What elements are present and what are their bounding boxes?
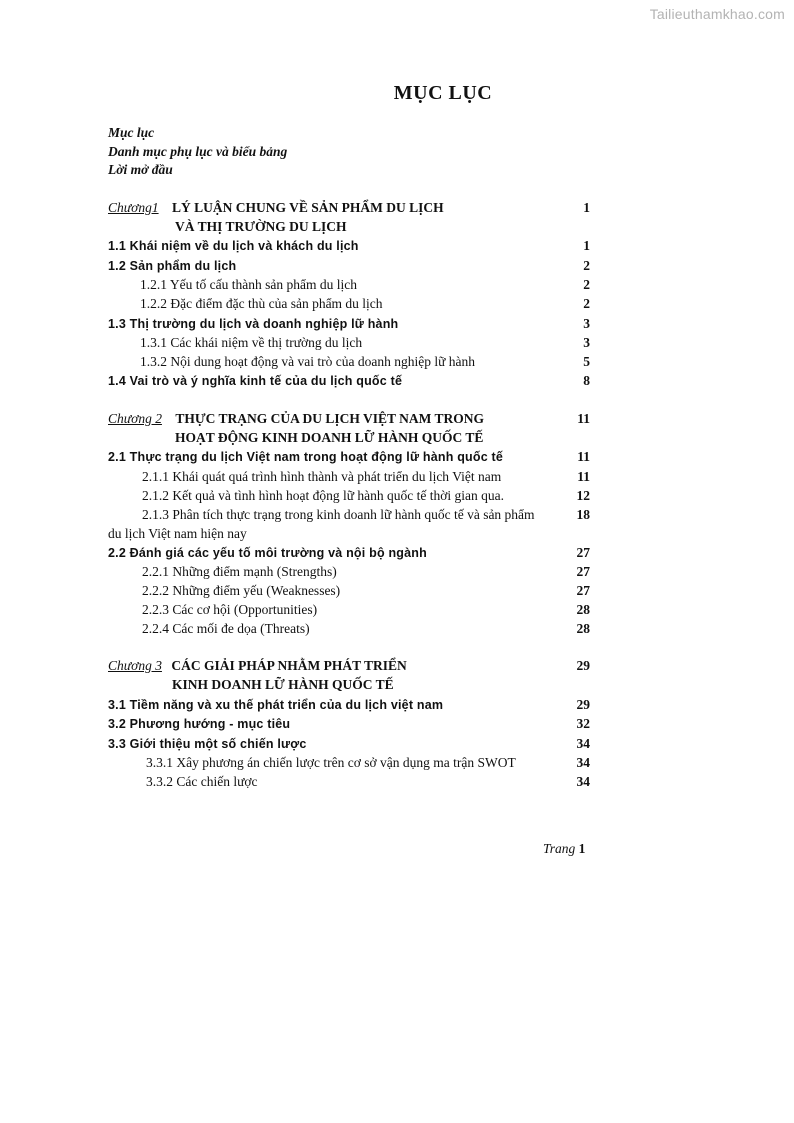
chapter-title-line2: KINH DOANH LỮ HÀNH QUỐC TẾ (172, 677, 394, 692)
toc-entry: 1.4 Vai trò và ý nghĩa kinh tế của du lịch quốc tế 8 (108, 373, 590, 388)
footer-page-number: 1 (578, 841, 586, 856)
chapter-label: Chương 2 (108, 411, 162, 426)
footer-label: Trang (543, 841, 576, 856)
toc-entry: 1.3 Thị trường du lịch và doanh nghiệp lữ hành 3 (108, 316, 590, 331)
toc-entry: 2.1 Thực trạng du lịch Việt nam trong hoạt động lữ hành quốc tế 11 (108, 449, 590, 464)
chapter-heading (108, 198, 598, 217)
front-matter-item: Danh mục phụ lục và biểu bảng (108, 143, 288, 159)
toc-entry: 1.2.1 Yếu tố cấu thành sản phẩm du lịch 2 (140, 277, 590, 292)
toc-entry: 2.2 Đánh giá các yếu tố môi trường và nội bộ ngành 27 (108, 545, 590, 560)
toc-entry-continued: du lịch Việt nam hiện nay (108, 526, 247, 541)
toc-entry: 2.2.4 Các mối đe dọa (Threats) 28 (142, 621, 590, 636)
chapter-label: Chương1 (108, 200, 159, 215)
toc-entry: 2.1.1 Khái quát quá trình hình thành và phát triển du lịch Việt nam 11 (142, 469, 590, 484)
chapter-title-line2: VÀ THỊ TRƯỜNG DU LỊCH (175, 219, 347, 234)
toc-entry: 2.1.3 Phân tích thực trạng trong kinh doanh lữ hành quốc tế và sản phẩm 18 (142, 507, 590, 522)
toc-entry: 3.2 Phương hướng - mục tiêu 32 (108, 716, 590, 731)
watermark: Tailieuthamkhao.com (649, 6, 785, 22)
toc-entry: 1.1 Khái niệm về du lịch và khách du lịch 1 (108, 238, 590, 253)
toc-entry: 3.3 Giới thiệu một số chiến lược 34 (108, 736, 590, 751)
chapter-title: THỰC TRẠNG CỦA DU LỊCH VIỆT NAM TRONG (175, 411, 484, 426)
chapter-title: LÝ LUẬN CHUNG VỀ SẢN PHẨM DU LỊCH (171, 200, 444, 215)
page-number: 1 (583, 200, 590, 215)
front-matter-item: Mục lục (108, 125, 155, 140)
toc-entry: 2.2.1 Những điểm mạnh (Strengths) 27 (142, 564, 590, 579)
toc-entry: 2.2.3 Các cơ hội (Opportunities) 28 (142, 602, 590, 617)
page-number: 11 (577, 411, 590, 426)
toc-entry: 3.3.2 Các chiến lược 34 (146, 774, 590, 789)
chapter-heading (108, 656, 598, 675)
toc-entry: 1.3.2 Nội dung hoạt động và vai trò của doanh nghiệp lữ hành 5 (140, 354, 590, 369)
toc-entry: 2.2.2 Những điểm yếu (Weaknesses) 27 (142, 583, 590, 598)
toc-entry: 1.2 Sản phẩm du lịch 2 (108, 258, 590, 273)
page-title: MỤC LỤC (393, 82, 493, 104)
chapter-title-line2: HOẠT ĐỘNG KINH DOANH LỮ HÀNH QUỐC TẾ (175, 430, 484, 445)
chapter-title: CÁC GIẢI PHÁP NHẰM PHÁT TRIỂN (171, 658, 407, 673)
page-number: 29 (576, 658, 590, 673)
page-footer (543, 841, 585, 857)
toc-entry: 3.3.1 Xây phương án chiến lược trên cơ sở vận dụng ma trận SWOT 34 (146, 755, 590, 770)
toc-entry: 1.2.2 Đặc điểm đặc thù của sản phẩm du lịch 2 (140, 296, 590, 311)
toc-entry: 1.3.1 Các khái niệm về thị trường du lịch 3 (140, 335, 590, 350)
toc-entry: 2.1.2 Kết quả và tình hình hoạt động lữ hành quốc tế thời gian qua. 12 (142, 488, 590, 503)
toc-entry: 3.1 Tiềm năng và xu thế phát triển của du lịch việt nam 29 (108, 697, 590, 712)
front-matter-item: Lời mở đầu (108, 162, 173, 177)
chapter-heading (108, 409, 598, 428)
chapter-label: Chương 3 (108, 658, 162, 673)
